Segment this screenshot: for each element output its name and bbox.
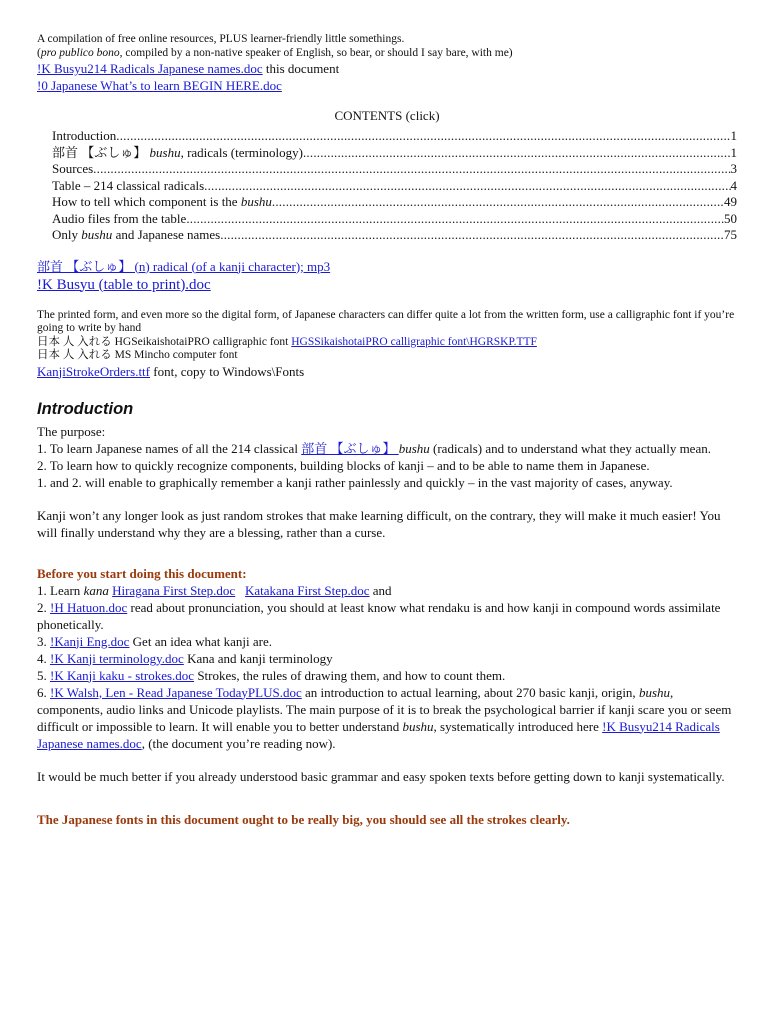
- bushu-mp3-link[interactable]: 部首 【ぶしゅ】 (n) radical (of a kanji character); mp3: [37, 258, 331, 274]
- calligraphic-font-line: 日本 人 入れる HGSeikaishotaiPRO calligraphic font HGSSikaishotaiPRO calligraphic font\HGRSKP.TTF: [37, 335, 537, 348]
- font-size-warning: The Japanese fonts in this document ought to be really big, you should see all the strokes clearly.: [37, 811, 570, 827]
- header-line-1: A compilation of free online resources, PLUS learner-friendly little somethings.: [37, 33, 405, 45]
- toc-item-table[interactable]: Table – 214 classical radicals ..... 4: [52, 178, 737, 195]
- mincho-font-line: 日本 人 入れる MS Mincho computer font: [37, 349, 238, 361]
- toc-item-only-bushu[interactable]: Only bushu and Japanese names ..... 75: [52, 227, 737, 244]
- introduction-heading: Introduction: [37, 399, 134, 418]
- toc-item-bushu[interactable]: 部首 【ぶしゅ】 bushu, radicals (terminology) ..... 1: [52, 145, 737, 162]
- purpose-point-1: 1. To learn Japanese names of all the 214 classical 部首 【ぶしゅ】 bushu (radicals) and to understand what they actually mean.: [37, 440, 711, 456]
- this-document-link[interactable]: !K Busyu214 Radicals Japanese names.doc: [37, 61, 263, 76]
- step-4: 4. !K Kanji terminology.doc Kana and kanji terminology: [37, 650, 333, 666]
- purpose-point-3: 1. and 2. will enable to graphically remember a kanji rather painlessly and quickly – in the vast majority of cases, anyway.: [37, 474, 673, 490]
- stroke-orders-line: KanjiStrokeOrders.ttf font, copy to Windows\Fonts: [37, 363, 305, 379]
- this-document-line: !K Busyu214 Radicals Japanese names.doc this document: [37, 61, 340, 76]
- kanji-kaku-link[interactable]: !K Kanji kaku - strokes.doc: [50, 667, 195, 683]
- contents-title: CONTENTS (click): [334, 108, 440, 123]
- busyu214-link[interactable]: !K Busyu214 Radicals Japanese names.doc: [37, 718, 720, 751]
- toc-item-component[interactable]: How to tell which component is the bushu ..... 49: [52, 194, 737, 211]
- kanji-terminology-link[interactable]: !K Kanji terminology.doc: [50, 650, 184, 666]
- hatuon-link[interactable]: !H Hatuon.doc: [50, 599, 128, 615]
- grammar-note: It would be much better if you already understood basic grammar and easy spoken texts before getting down to kanji systematically.: [37, 768, 725, 784]
- before-heading: Before you start doing this document:: [37, 565, 247, 581]
- calligraphic-font-link[interactable]: HGSSikaishotaiPRO calligraphic font\HGRSKP.TTF: [291, 335, 537, 348]
- toc-item-audio[interactable]: Audio files from the table ..... 50: [52, 211, 737, 228]
- stroke-orders-link[interactable]: KanjiStrokeOrders.ttf: [37, 363, 151, 379]
- toc-item-sources[interactable]: Sources ..... 3: [52, 161, 737, 178]
- document-page: [37, 33, 737, 828]
- purpose-label: The purpose:: [37, 423, 106, 439]
- begin-here-link[interactable]: !0 Japanese What’s to learn BEGIN HERE.doc: [37, 78, 282, 93]
- font-note: The printed form, and even more so the digital form, of Japanese characters can differ quite a lot from the written form, use a calligraphic font if you’re going to write by hand: [37, 308, 735, 334]
- bushu-link[interactable]: 部首 【ぶしゅ】: [301, 440, 399, 456]
- step-2: 2. !H Hatuon.doc read about pronunciation, you should at least know what rendaku is and how kanji in compound words assimilate phonetically.: [37, 599, 721, 632]
- katakana-link[interactable]: Katakana First Step.doc: [244, 582, 370, 598]
- step-3: 3. !Kanji Eng.doc Get an idea what kanji are.: [37, 633, 272, 649]
- busyu-table-link[interactable]: !K Busyu (table to print).doc: [37, 276, 211, 293]
- step-5: 5. !K Kanji kaku - strokes.doc Strokes, the rules of drawing them, and how to count them.: [37, 667, 506, 683]
- intro-paragraph: Kanji won’t any longer look as just random strokes that make learning difficult, on the contrary, they will make it much easier! You will finally understand why they are a blessing, rather than a curse.: [37, 507, 721, 540]
- walsh-link[interactable]: !K Walsh, Len - Read Japanese TodayPLUS.doc: [50, 684, 302, 700]
- purpose-point-2: 2. To learn how to quickly recognize components, building blocks of kanji – and to be able to name them in Japanese.: [37, 457, 650, 473]
- toc-item-introduction[interactable]: Introduction ..... 1: [52, 128, 737, 145]
- kanji-eng-link[interactable]: !Kanji Eng.doc: [50, 633, 130, 649]
- table-of-contents: [52, 128, 737, 244]
- step-6: 6. !K Walsh, Len - Read Japanese TodayPLUS.doc an introduction to actual learning, about 270 basic kanji, origin, bushu, components, audio links and Unicode playlists. The main purpose of it is to break the psychological barrier if kanji scare you or seem difficult or impossible to learn. It will enable you to better understand bushu, systematically introduced here !K Busyu214 Radicals Japanese names.doc, (the document you’re reading now).: [37, 684, 732, 751]
- step-1: 1. Learn kana Hiragana First Step.doc Katakana First Step.doc and: [37, 582, 392, 598]
- bushu-mp3-line: [37, 258, 737, 275]
- begin-here-line: [37, 77, 737, 94]
- hiragana-link[interactable]: Hiragana First Step.doc: [112, 582, 236, 598]
- header-line-2: (pro publico bono, compiled by a non-native speaker of English, so bear, or should I say bare, with me): [37, 46, 513, 59]
- busyu-table-line: [37, 275, 737, 295]
